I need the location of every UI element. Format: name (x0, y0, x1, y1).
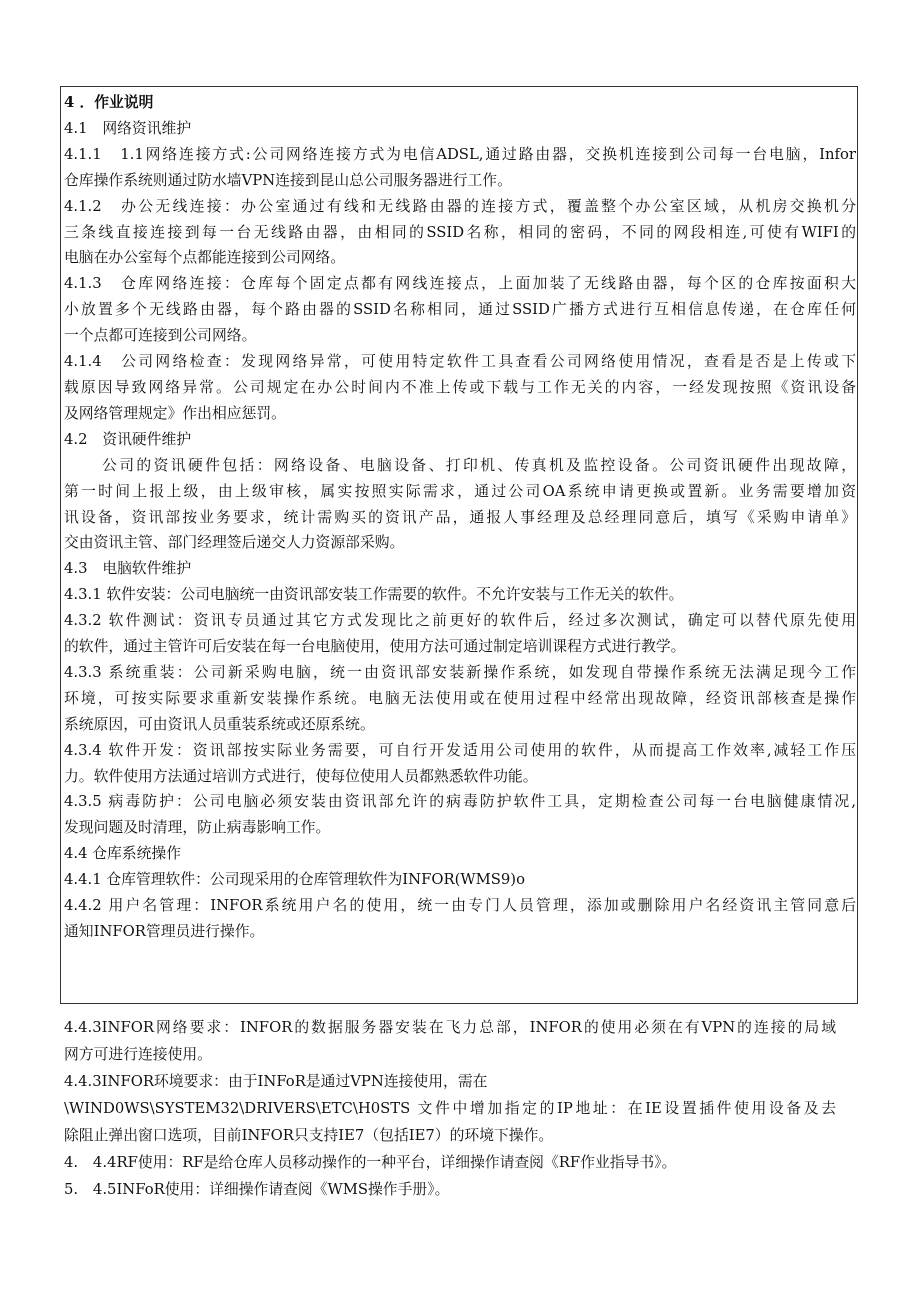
paragraph-line: 力。软件使用方法通过培训方式进行，使每位使用人员都熟悉软件功能。 (64, 767, 538, 785)
subsection-title: 4.1 网络资讯维护 (64, 119, 192, 137)
paragraph-line: 第一时间上报上级，由上级审核，属实按照实际需求，通过公司OA系统申请更换或置新。业务需要增加资 (64, 482, 856, 500)
paragraph-line: 小放置多个无线路由器，每个路由器的SSID名称相同，通过SSID广播方式进行互相信息传递，在仓库任何 (64, 301, 856, 319)
paragraph-line: 系统原因，可由资讯人员重装系统或还原系统。 (64, 715, 375, 733)
paragraph-line: 一个点都可连接到公司网络。 (64, 327, 257, 345)
paragraph-line: 4.1.4 公司网络检查：发现网络异常，可使用特定软件工具查看公司网络使用情况，查看是否是上传或下 (64, 353, 856, 371)
paragraph-line: 电脑在办公室每个点都能连接到公司网络。 (64, 249, 346, 267)
paragraph-line: 载原因导致网络异常。公司规定在办公时间内不准上传或下载与工作无关的内容，一经发现按照《资讯设备 (64, 378, 856, 396)
paragraph-line: 4. 4.4RF使用：RF是给仓库人员移动操作的一种平台，详细操作请查阅《RF作业指导书》。 (64, 1154, 677, 1171)
paragraph-line: 环境，可按实际要求重新安装操作系统。电脑无法使用或在使用过程中经常出现故障，经资讯部核查是操作 (64, 689, 856, 707)
section-heading: 4 ．作业说明 (64, 94, 154, 111)
paragraph-line: 4.4.2 用户名管理：INFOR系统用户名的使用，统一由专门人员管理，添加或删除用户名经资讯主管同意后 (64, 897, 856, 915)
subsection-title: 4.2 资讯硬件维护 (64, 430, 192, 448)
unframed-text (64, 1014, 836, 1203)
paragraph-line: 三条线直接连接到每一台无线路由器，由相同的SSID名称，相同的密码，不同的网段相连,可使有WIFI的 (64, 223, 856, 241)
paragraph-line: 4.3.5 病毒防护：公司电脑必须安装由资讯部允许的病毒防护软件工具，定期检查公司每一台电脑健康情况, (64, 793, 856, 811)
paragraph-line: 及网络管理规定》作出相应惩罚。 (64, 404, 286, 422)
paragraph-line: 4.4.3INFOR环境要求：由于INFoR是通过VPN连接使用，需在 (64, 1073, 488, 1090)
paragraph-line: 发现问题及时清理，防止病毒影响工作。 (64, 819, 331, 837)
paragraph-line: 4.3.4 软件开发：资讯部按实际业务需要，可自行开发适用公司使用的软件，从而提高工作效率,减轻工作压 (64, 741, 856, 759)
paragraph-line: 4.1.2 办公无线连接：办公室通过有线和无线路由器的连接方式，覆盖整个办公室区域，从机房交换机分 (64, 197, 856, 215)
paragraph-line: 4.1.1 1.1网络连接方式:公司网络连接方式为电信ADSL,通过路由器，交换机连接到公司每一台电脑，Infor (64, 145, 856, 163)
paragraph-line: 网方可进行连接使用。 (64, 1046, 212, 1063)
paragraph-line: 4.3.1 软件安装：公司电脑统一由资讯部安装工作需要的软件。不允许安装与工作无关的软件。 (64, 586, 684, 604)
subsection-title: 4.4 仓库系统操作 (64, 845, 182, 863)
paragraph-line: 公司的资讯硬件包括：网络设备、电脑设备、打印机、传真机及监控设备。公司资讯硬件出现故障， (102, 456, 856, 474)
paragraph-line: 4.4.1 仓库管理软件：公司现采用的仓库管理软件为INFOR(WMS9)o (64, 871, 525, 889)
framed-text (64, 90, 856, 945)
paragraph-line: 除阻止弹出窗口选项，目前INFOR只支持IE7（包括IE7）的环境下操作。 (64, 1127, 554, 1144)
paragraph-line: 5. 4.5INFoR使用：详细操作请查阅《WMS操作手册》。 (64, 1181, 450, 1198)
subsection-title: 4.3 电脑软件维护 (64, 560, 192, 578)
paragraph-line: 仓库操作系统则通过防水墙VPN连接到昆山总公司服务器进行工作。 (64, 171, 512, 189)
paragraph-line: 4.3.2 软件测试：资讯专员通过其它方式发现比之前更好的软件后，经过多次测试，确定可以替代原先使用 (64, 612, 856, 630)
paragraph-line: 4.3.3 系统重装：公司新采购电脑，统一由资讯部安装新操作系统，如发现自带操作系统无法满足现今工作 (64, 663, 856, 681)
paragraph-line: 通知INFOR管理员进行操作。 (64, 923, 265, 940)
paragraph-line: 4.4.3INFOR网络要求：INFOR的数据服务器安装在飞力总部，INFOR的使用必须在有VPN的连接的局域 (64, 1019, 836, 1036)
paragraph-line: 交由资讯主管、部门经理签后递交人力资源部采购。 (64, 534, 405, 552)
paragraph-line: 的软件，通过主管许可后安装在每一台电脑使用，使用方法可通过制定培训课程方式进行教学。 (64, 638, 686, 656)
paragraph-line: 讯设备，资讯部按业务要求，统计需购买的资讯产品，通报人事经理及总经理同意后，填写《采购申请单》 (64, 508, 856, 526)
paragraph-line: \WIND0WS\SYSTEM32\DRIVERS\ETC\H0STS 文件中增加指定的IP地址：在IE设置插件使用设备及去 (64, 1100, 836, 1117)
paragraph-line: 4.1.3 仓库网络连接：仓库每个固定点都有网线连接点，上面加装了无线路由器，每个区的仓库按面积大 (64, 275, 856, 293)
